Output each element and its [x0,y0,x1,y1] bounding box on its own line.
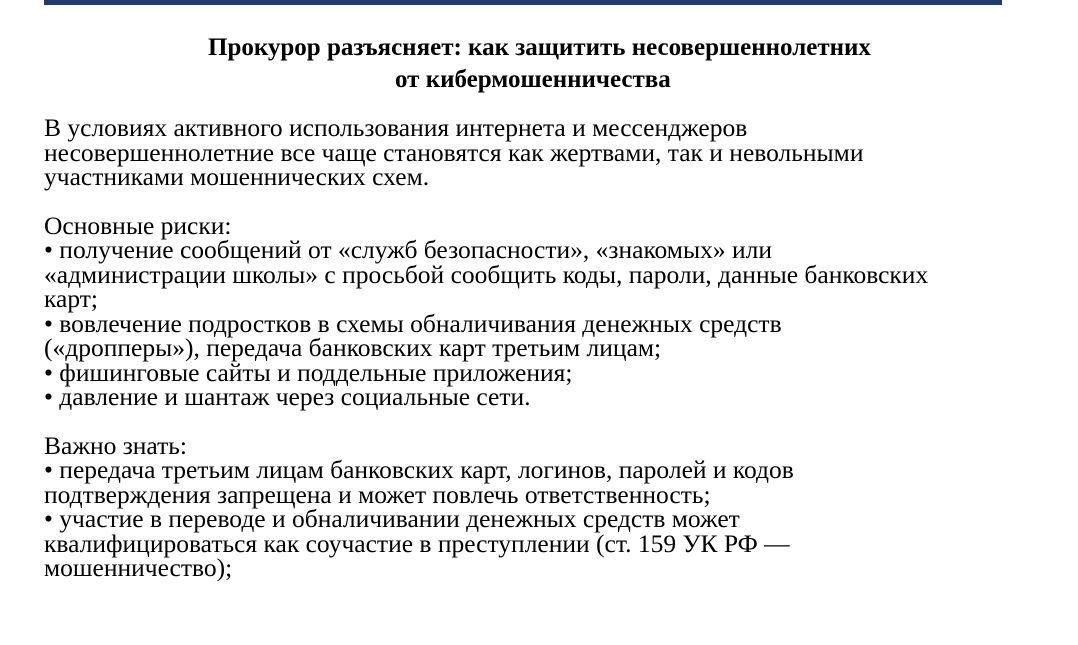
page-title [44,32,1044,96]
list-item [44,455,1064,509]
important-list [44,455,1064,582]
list-item [44,235,1064,313]
list-item-line: («дропперы»), передача банковских карт третьим лицам; [44,333,662,362]
list-item [44,382,1064,411]
intro-line: несовершеннолетние все чаще становятся как жертвами, так и невольными [44,137,864,167]
header-accent-bar [44,0,1002,5]
list-item-line: • фишинговые сайты и поддельные приложения; [44,357,573,387]
intro-line: участниками мошеннических схем. [44,162,430,191]
list-item-line: «администрации школы» с просьбой сообщить коды, пароли, данные банковских [44,259,929,289]
list-item [44,308,1064,362]
list-item-line: • передача третьим лицам банковских карт, логинов, паролей и кодов [44,455,794,484]
list-item-line: • вовлечение подростков в схемы обналичивания денежных средств [44,308,782,338]
article-body [44,113,1064,582]
risks-heading: Основные риски: [44,210,232,240]
risks-list [44,235,1064,411]
important-heading: Важно знать: [44,430,187,460]
list-item-line: • участие в переводе и обналичивании денежных средств может [44,504,740,533]
title-line-1: Прокурор разъясняет: как защитить несовершеннолетних [208,34,871,61]
intro-line: В условиях активного использования интернета и мессенджеров [44,113,748,142]
list-item-line: карт; [44,284,98,313]
list-item-line: • получение сообщений от «служб безопасности», «знакомых» или [44,235,772,264]
risks-section [44,210,1064,411]
intro-paragraph [44,113,1064,191]
list-item-line: подтверждения запрещена и может повлечь ответственность; [44,479,711,509]
important-section [44,430,1064,582]
list-item-line: • давление и шантаж через социальные сети. [44,382,531,411]
list-item [44,504,1064,582]
list-item-line: мошенничество); [44,553,233,582]
title-line-2: от кибермошенничества [395,66,671,93]
list-item-line: квалифицироваться как соучастие в преступлении (ст. 159 УК РФ — [44,528,790,558]
